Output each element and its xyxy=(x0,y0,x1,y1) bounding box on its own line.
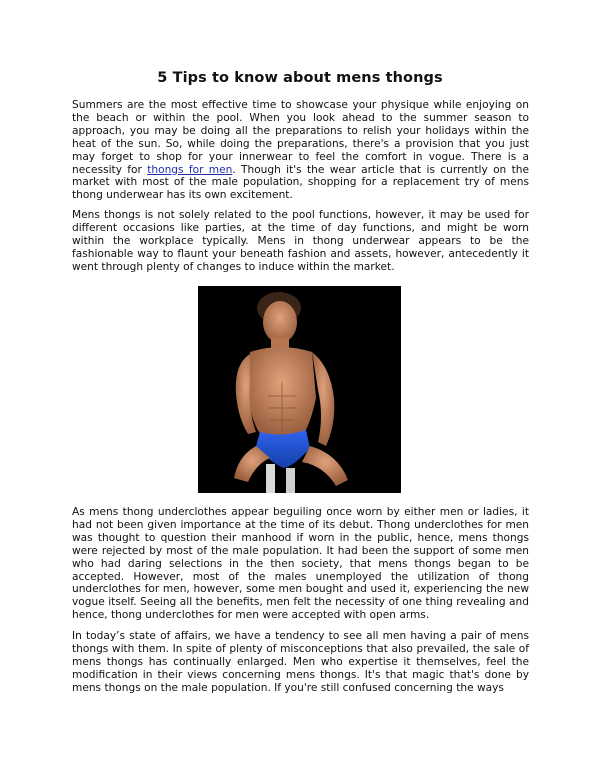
thongs-for-men-link[interactable]: thongs for men xyxy=(147,163,233,176)
paragraph-today: In today’s state of affairs, we have a tendency to see all men having a pair of mens thongs with them. In spite of plenty of misconceptions that also prevailed, the sale of mens thongs has continually enlarged. Men who expertise it themselves, feel the modification in their views concerning mens thongs. It's that magic that's done by mens thongs on the male population. If you're still confused concerning the ways xyxy=(72,630,529,694)
product-photo xyxy=(198,286,401,493)
paragraph-occasions: Mens thongs is not solely related to the pool functions, however, it may be used for different occasions like parties, at the time of day functions, and might be worn within the workplace typically. Mens in thong underwear appears to be the fashionable way to flaunt your beneath fashion and assets, however, antecedently it went through plenty of changes to induce within the market. xyxy=(72,209,529,273)
paragraph-intro-text-end: . Though it's the wear article that is currently on the market with most of the male population, shopping for a replacement try of mens thong underwear has its own excitement. xyxy=(72,163,529,202)
head xyxy=(263,301,297,343)
paragraph-intro xyxy=(72,99,529,202)
paragraph-history: As mens thong underclothes appear beguiling once worn by either men or ladies, it had not been given importance at the time of its debut. Thong underclothes for men was thought to question their manhood if worn in the public, hence, mens thongs were rejected by most of the male population. It had been the support of some men who had daring selections in the then society, that mens thongs began to be accepted. However, most of the males unemployed the utilization of thong underclothes for men, however, some men bought and used it, experiencing the new vogue itself. Seeing all the benefits, men felt the necessity of one thing revealing and hence, thong underclothes for men were accepted with open arms. xyxy=(72,506,529,622)
stool-leg xyxy=(286,468,295,493)
page-title: 5 Tips to know about mens thongs xyxy=(157,70,443,86)
paragraph-intro-text: Summers are the most effective time to showcase your physique while enjoying on the beach or within the pool. When you look ahead to the summer season to approach, you may be doing all the preparations to relish your holidays within the heat of the sun. So, while doing the preparations, there's a provision that you just may forget to shop for your innerwear to feel the comfort in vogue. There is a necessity for xyxy=(72,99,529,176)
stool-leg xyxy=(266,464,275,493)
